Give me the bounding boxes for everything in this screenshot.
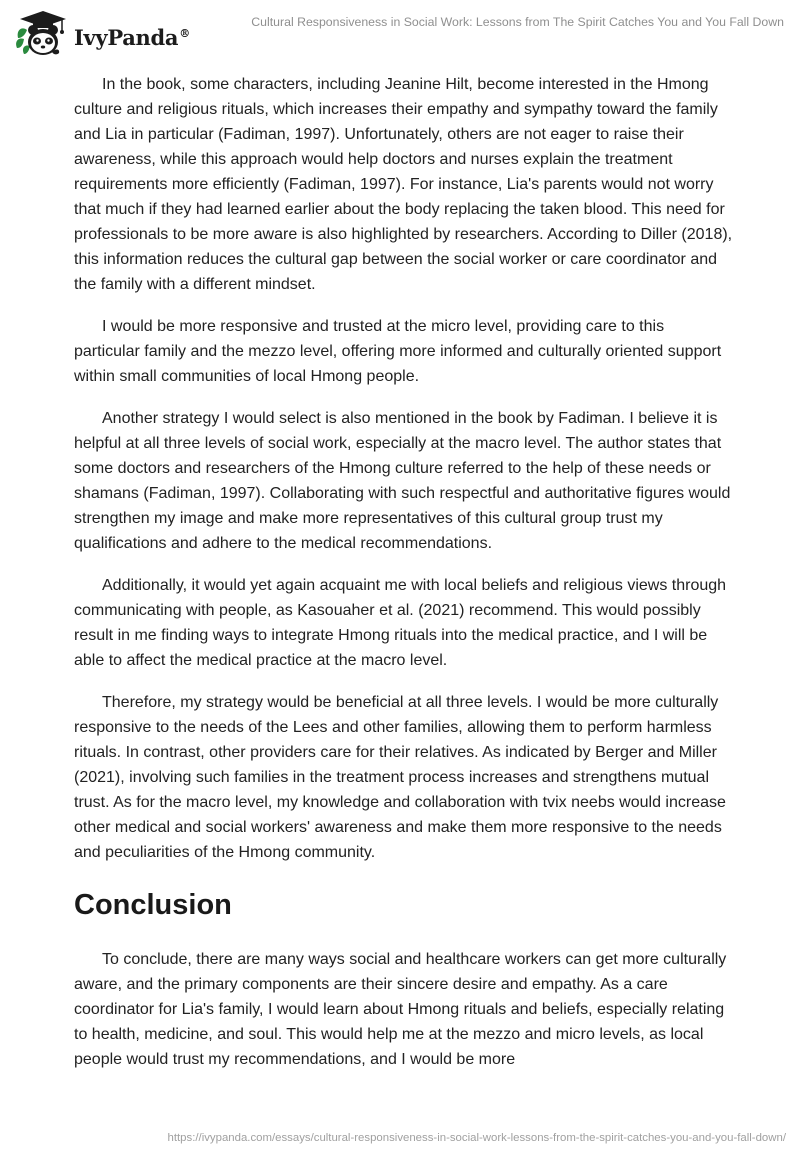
- paragraph: Additionally, it would yet again acquaint me with local beliefs and religious views through communicating with people, as Kasouaher et al. (2021) recommend. This would possibly result in me finding ways to integrate Hmong rituals into the medical practice, and I will be able to affect the medical practice at the macro level.: [74, 577, 727, 669]
- panda-graduate-icon: [14, 8, 72, 58]
- essay-body: [74, 72, 734, 1089]
- document-title: Cultural Responsiveness in Social Work: Lessons from The Spirit Catches You and You Fall Down: [251, 15, 784, 29]
- paragraph: In the book, some characters, including Jeanine Hilt, become interested in the Hmong culture and religious rituals, which increases their empathy and sympathy toward the family and Lia in particular (Fadiman, 1997). Unfortunately, others are not eager to raise their awareness, while this approach would help doctors and nurses explain the treatment requirements more efficiently (Fadiman, 1997). For instance, Lia's parents would not worry that much if they had learned earlier about the body replacing the taken blood. This need for professionals to be more aware is also highlighted by researchers. According to Diller (2018), this information reduces the cultural gap between the social worker or care coordinator and the family with a different mindset.: [74, 76, 733, 293]
- paragraph: Therefore, my strategy would be beneficial at all three levels. I would be more culturally responsive to the needs of the Lees and other families, allowing them to perform harmless rituals. In contrast, other providers care for their relatives. As indicated by Berger and Miller (2021), involving such families in the treatment process increases and strengthens mutual trust. As for the macro level, my knowledge and collaboration with tvix neebs would increase other medical and social workers' awareness and make them more responsive to the needs and peculiarities of the Hmong community.: [74, 694, 726, 861]
- registered-mark: ®: [179, 26, 190, 40]
- page-header: [0, 0, 800, 60]
- paragraph: I would be more responsive and trusted at the micro level, providing care to this particular family and the mezzo level, offering more informed and culturally oriented support within small communities of local Hmong people.: [74, 318, 722, 385]
- logo-wordmark: IvyPanda®: [74, 24, 190, 50]
- source-url[interactable]: https://ivypanda.com/essays/cultural-responsiveness-in-social-work-lessons-from-the-spirit-catches-you-and-you-fall-down/: [167, 1132, 786, 1144]
- paragraph: Another strategy I would select is also mentioned in the book by Fadiman. I believe it is helpful at all three levels of social work, especially at the macro level. The author states that some doctors and researchers of the Hmong culture referred to the help of these needs or shamans (Fadiman, 1997). Collaborating with such respectful and authoritative figures would strengthen my image and make more representatives of this cultural group trust my qualifications and adhere to the medical recommendations.: [74, 410, 731, 552]
- ivypanda-logo[interactable]: [14, 8, 190, 58]
- conclusion-paragraph: To conclude, there are many ways social and healthcare workers can get more culturally aware, and the primary components are their sincere desire and empathy. As a care coordinator for Lia's family, I would learn about Hmong rituals and beliefs, especially relating to health, medicine, and soul. This would help me at the mezzo and micro levels, as local people would trust my recommendations, and I would be more: [74, 951, 727, 1068]
- conclusion-heading: Conclusion: [74, 889, 232, 921]
